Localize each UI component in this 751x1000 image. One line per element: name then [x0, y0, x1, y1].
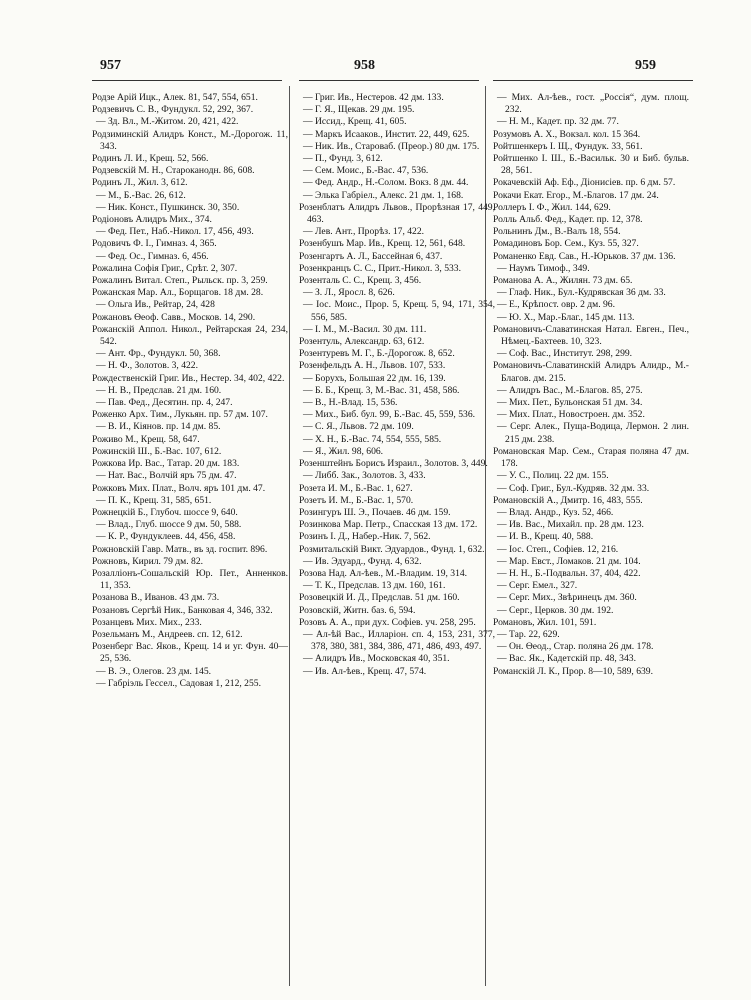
directory-entry: Рожанскiй Аппол. Никол., Рейтарская 24, 234, 542. — [92, 323, 288, 348]
header-rule-left — [92, 80, 282, 81]
directory-entry: Рожинскiй Ш., Б.-Вас. 107, 612. — [92, 445, 222, 457]
directory-entry: Рольнинъ Дм., В.-Валъ 18, 554. — [493, 226, 621, 238]
directory-entry: Романовскiй А., Дмитр. 16, 483, 555. — [493, 494, 643, 506]
directory-entry: Романовичъ-Славатинскiй Алидръ Алидр., М.-Благов. дм. 215. — [493, 360, 689, 384]
directory-entry: — Н. Н., Б.-Подвальн. 37, 404, 422. — [497, 567, 641, 579]
directory-entry: Розмитальскiй Викт. Эдуардов., Фунд. 1, 632. — [299, 543, 485, 555]
directory-entry: — Сем. Моис., Б.-Вас. 47, 536. — [303, 165, 429, 177]
directory-entry: — Глаф. Ник., Бул.-Кудрявская 36 дм. 33. — [497, 287, 666, 299]
directory-entry: Рожновъ, Кирил. 79 дм. 82. — [92, 555, 204, 567]
directory-entry: — Мих. Плат., Новостроен. дм. 352. — [497, 409, 645, 421]
directory-entry: Рожнецкiй Б., Глубоч. шоссе 9, 640. — [92, 506, 238, 518]
page-number-left: 957 — [100, 58, 121, 73]
directory-entry: — Ник. Конст., Пушкинск. 30, 350. — [96, 201, 240, 213]
directory-entry: Роженко Арх. Тим., Лукьян. пр. 57 дм. 107. — [92, 409, 268, 421]
directory-entry: Розентуревъ М. Г., Б.-Дорогож. 8, 652. — [299, 348, 455, 360]
page-number-right: 959 — [635, 58, 656, 73]
directory-entry: — Лев. Ант., Прорѣз. 17, 422. — [303, 226, 425, 238]
directory-entry: — С. Я., Львов. 72 дм. 109. — [303, 421, 414, 433]
directory-entry: — М., Б.-Вас. 26, 612. — [96, 189, 186, 201]
directory-entry: Розинкова Мар. Петр., Спасская 13 дм. 172. — [299, 519, 478, 531]
directory-entry: Розенблатъ Алидръ Львов., Прорѣзная 17, 449, 463. — [299, 201, 495, 226]
directory-entry: — Влад. Андр., Куз. 52, 466. — [497, 506, 614, 518]
directory-entry: Розенштейнъ Борисъ Израил., Золотов. 3, 449. — [299, 458, 488, 470]
directory-column-1 — [92, 92, 288, 690]
directory-entry: Розентуль, Александр. 63, 612. — [299, 336, 425, 348]
directory-entry: — Алидръ Ив., Московская 40, 351. — [303, 653, 450, 665]
directory-entry: — Ив. Эдуард., Фунд. 4, 632. — [303, 555, 422, 567]
directory-entry: Розанова В., Иванов. 43 дм. 73. — [92, 592, 220, 604]
directory-entry: Ролль Альб. Фед., Кадет. пр. 12, 378. — [493, 214, 643, 226]
directory-entry: Родинъ Л. И., Крещ. 52, 566. — [92, 153, 209, 165]
directory-entry: Ромадиновъ Бор. Сем., Куз. 55, 327. — [493, 238, 639, 250]
directory-entry: — В. Э., Олегов. 23 дм. 145. — [96, 665, 212, 677]
directory-entry: — И. В., Крещ. 40, 588. — [497, 531, 594, 543]
directory-entry: — Фед. Ос., Гимназ. 6, 456. — [96, 250, 209, 262]
directory-entry: — Серг. Алек., Пуща-Водица, Лермон. 2 лин. 215 дм. 238. — [497, 421, 689, 445]
directory-entry: Розаллiонъ-Сошальскiй Юр. Пет., Анненков. 11, 353. — [92, 567, 288, 592]
directory-entry: — Н. М., Кадет. пр. 32 дм. 77. — [497, 116, 619, 128]
directory-entry: — Мих., Биб. бул. 99, Б.-Вас. 45, 559, 536. — [303, 409, 476, 421]
directory-entry: Розановъ Сергѣй Ник., Банковая 4, 346, 332. — [92, 604, 273, 616]
directory-entry: Рокачевскiй Аф. Еф., Дiонисiев. пр. 6 дм. 57. — [493, 177, 676, 189]
directory-entry: Романскiй Л. К., Прор. 8—10, 589, 639. — [493, 665, 653, 677]
directory-entry: — Iос. Степ., Софiев. 12, 216. — [497, 543, 619, 555]
directory-entry: — Вас. Як., Кадетскiй пр. 48, 343. — [497, 653, 636, 665]
directory-entry: Родзе Арiй Ицк., Алек. 81, 547, 554, 651. — [92, 92, 258, 103]
directory-entry: — Н. Ф., Золотов. 3, 422. — [96, 360, 198, 372]
directory-entry: Родзевичъ С. В., Фундукл. 52, 292, 367. — [92, 104, 254, 116]
directory-entry: — Он. Ѳеод., Стар. полянa 26 дм. 178. — [497, 641, 654, 653]
directory-entry: Родзевскiй М. Н., Староканодн. 86, 608. — [92, 165, 255, 177]
directory-entry: — Григ. Ив., Нестеров. 42 дм. 133. — [303, 92, 444, 103]
directory-entry: Ройтшенкеръ I. Щ., Фундук. 33, 561. — [493, 140, 643, 152]
directory-entry: — Н. В., Предслав. 21 дм. 160. — [96, 384, 222, 396]
directory-entry: — Иссид., Крещ. 41, 605. — [303, 116, 407, 128]
directory-entry: Рожновскiй Гавр. Матв., въ зд. госпит. 896. — [92, 543, 268, 555]
directory-entry: Розета И. М., Б.-Вас. 1, 627. — [299, 482, 413, 494]
directory-entry: — Наумъ Тимоф., 349. — [497, 262, 590, 274]
directory-entry: Розингуръ Ш. Э., Почаев. 46 дм. 159. — [299, 506, 451, 518]
directory-column-3 — [493, 92, 689, 678]
directory-entry: Роллеръ I. Ф., Жил. 144, 629. — [493, 201, 611, 213]
directory-entry: — Мих. Пет., Бульонская 51 дм. 34. — [497, 397, 643, 409]
directory-entry: Романова А. А., Жилян. 73 дм. 65. — [493, 275, 633, 287]
directory-entry: — Мар. Евст., Ломаков. 21 дм. 104. — [497, 555, 641, 567]
directory-entry: — В., Н.-Влад. 15, 536. — [303, 397, 398, 409]
directory-entry: — Г. Я., Щекав. 29 дм. 195. — [303, 104, 415, 116]
directory-entry: Родовичъ Ф. I., Гимназ. 4, 365. — [92, 238, 217, 250]
directory-entry: Розенбушъ Мар. Ив., Крещ. 12, 561, 648. — [299, 238, 466, 250]
directory-entry: — Маркъ Исааков., Инстит. 22, 449, 625. — [303, 128, 470, 140]
directory-entry: — Я., Жил. 98, 606. — [303, 445, 384, 457]
directory-entry: — Мих. Ал-ѣев., гост. „Россiя“, дум. площ. 232. — [497, 92, 689, 116]
directory-entry: Романовъ, Жил. 101, 591. — [493, 616, 597, 628]
directory-entry: — Элька Габрiел., Алекс. 21 дм. 1, 168. — [303, 189, 464, 201]
directory-entry: Розетъ И. М., Б.-Вас. 1, 570. — [299, 494, 414, 506]
directory-entry: — Серг., Церков. 30 дм. 192. — [497, 604, 614, 616]
directory-entry: — Серг. Мих., Звѣринецъ дм. 360. — [497, 592, 637, 604]
directory-entry: Розовъ А. А., при дух. Софiев. уч. 258, 295. — [299, 616, 476, 628]
directory-entry: Роживо М., Крещ. 58, 647. — [92, 433, 200, 445]
directory-entry: — Iос. Моис., Прор. 5, Крещ. 5, 94, 171, 354, 556, 585. — [303, 299, 495, 323]
directory-entry: — Ив. Ал-ѣев., Крещ. 47, 574. — [303, 665, 427, 677]
directory-entry: Розенфельдъ А. Н., Львов. 107, 533. — [299, 360, 446, 372]
directory-entry: Розанцевъ Мих. Мих., 233. — [92, 616, 202, 628]
directory-entry: — В. И., Кiянов. пр. 14 дм. 85. — [96, 421, 221, 433]
directory-entry: — Пав. Фед., Десятин. пр. 4, 247. — [96, 397, 233, 409]
directory-entry: Романовская Мар. Сем., Старая полянa 47 дм. 178. — [493, 445, 689, 470]
directory-entry: — Соф. Григ., Бул.-Кудряв. 32 дм. 33. — [497, 482, 650, 494]
directory-entry: — Габрiэль Гессел., Садовая 1, 212, 255. — [96, 677, 261, 689]
directory-entry: — Нат. Вас., Волчiй яръ 75 дм. 47. — [96, 470, 237, 482]
directory-entry: Романовичъ-Славатинская Натал. Евген., Печ., Нѣмец.-Бахтеев. 10, 323. — [493, 323, 689, 348]
directory-entry: — Ю. Х., Мар.-Благ., 145 дм. 113. — [497, 311, 635, 323]
directory-entry: — К. Р., Фундуклеев. 44, 456, 458. — [96, 531, 236, 543]
directory-entry: — Фед. Андр., Н.-Солом. Вокз. 8 дм. 44. — [303, 177, 469, 189]
column-divider-left — [289, 86, 290, 986]
directory-entry: Рождественскiй Григ. Ив., Нестер. 34, 402, 422. — [92, 372, 285, 384]
directory-entry: Родзиминскiй Алидръ Конст., М.-Дорогож. 11, 343. — [92, 128, 288, 152]
directory-entry: Розенгартъ А. Л., Бассейная 6, 437. — [299, 250, 443, 262]
directory-entry: — Ник. Ив., Староваб. (Преор.) 80 дм. 175. — [303, 140, 480, 152]
directory-entry: — Х. Н., Б.-Вас. 74, 554, 555, 585. — [303, 433, 442, 445]
page-number-center: 958 — [354, 58, 375, 73]
directory-entry: — Зд. Вл., М.-Житом. 20, 421, 422. — [96, 116, 239, 128]
directory-entry: — У. С., Полиц. 22 дм. 155. — [497, 470, 609, 482]
directory-entry: Розинъ I. Д., Набер.-Ник. 7, 562. — [299, 531, 431, 543]
directory-column-2 — [299, 92, 495, 678]
directory-entry: — Ив. Вас., Михайл. пр. 28 дм. 123. — [497, 519, 644, 531]
directory-entry: — Е., Крѣпост. овр. 2 дм. 96. — [497, 299, 616, 311]
directory-entry: Рожкова Ир. Вас., Татар. 20 дм. 183. — [92, 458, 240, 470]
directory-entry: Родiоновъ Алидръ Мих., 374. — [92, 214, 212, 226]
directory-entry: Розенкранцъ С. С., Прит.-Никол. 3, 533. — [299, 262, 462, 274]
directory-entry: — Т. К., Предслав. 13 дм. 160, 161. — [303, 580, 446, 592]
header-rule-center — [299, 80, 479, 81]
header-rule-right — [493, 80, 693, 81]
directory-entry: — Соф. Вас., Институт. 298, 299. — [497, 348, 633, 360]
directory-entry: Розенталь С. С., Крещ. 3, 456. — [299, 275, 422, 287]
directory-entry: Ройтшенко I. Ш., Б.-Васильк. 30 и Биб. бульв. 28, 561. — [493, 153, 689, 177]
directory-entry: — Серг. Емел., 327. — [497, 580, 578, 592]
directory-entry: Рокачи Екат. Егор., М.-Благов. 17 дм. 24. — [493, 189, 659, 201]
directory-entry: Рожанская Мар. Ал., Борщагов. 18 дм. 28. — [92, 287, 264, 299]
directory-entry: — Влад., Глуб. шоссе 9 дм. 50, 588. — [96, 519, 242, 531]
directory-entry: — Б. Б., Крещ. 3, М.-Вас. 31, 458, 586. — [303, 384, 460, 396]
directory-entry: Розумовъ А. Х., Вокзал. кол. 15 364. — [493, 128, 641, 140]
directory-entry: — З. Л., Яросл. 8, 626. — [303, 287, 395, 299]
directory-entry: — Ольга Ив., Рейтар, 24, 428 — [96, 299, 215, 311]
directory-entry: — Либб. Зак., Золотов. 3, 433. — [303, 470, 426, 482]
directory-entry: Розовецкiй И. Д., Предслав. 51 дм. 160. — [299, 592, 460, 604]
directory-entry: — Борухъ, Большая 22 дм. 16, 139. — [303, 372, 446, 384]
directory-entry: — Фед. Пет., Наб.-Никол. 17, 456, 493. — [96, 226, 254, 238]
directory-entry: Рожановъ Ѳеоф. Савв., Москов. 14, 290. — [92, 311, 256, 323]
directory-entry: Рожалинъ Витал. Степ., Рыльск. пр. 3, 259. — [92, 275, 268, 287]
directory-entry: Романенко Евд. Сав., Н.-Юрьков. 37 дм. 136. — [493, 250, 676, 262]
directory-entry: — Тар. 22, 629. — [497, 628, 560, 640]
directory-entry: Рожалина Софiя Григ., Срѣт. 2, 307. — [92, 262, 238, 274]
directory-entry: — I. М., М.-Васил. 30 дм. 111. — [303, 323, 427, 335]
directory-entry: — Алидръ Вас., М.-Благов. 85, 275. — [497, 384, 643, 396]
directory-entry: Розова Над. Ал-ѣев., М.-Владим. 19, 314. — [299, 567, 468, 579]
directory-entry: Розенберг Вас. Яков., Крещ. 14 и уг. Фун. 40—25, 536. — [92, 641, 288, 665]
directory-entry: Родинъ Л., Жил. 3, 612. — [92, 177, 188, 189]
directory-entry: Розельманъ М., Андреев. сп. 12, 612. — [92, 628, 243, 640]
directory-entry: — Ант. Фр., Фундукл. 50, 368. — [96, 348, 221, 360]
directory-entry: — П. К., Крещ. 31, 585, 651. — [96, 494, 212, 506]
directory-entry: Рожковъ Мих. Плат., Волч. яръ 101 дм. 47. — [92, 482, 266, 494]
directory-entry: — П., Фунд. 3, 612. — [303, 153, 383, 165]
directory-entry: — Ал-ѣй Вас., Илларiон. сп. 4, 153, 231, 377, 378, 380, 381, 384, 386, 471, 486, 493, 497. — [303, 628, 495, 653]
directory-entry: Розовскiй, Житн. баз. 6, 594. — [299, 604, 416, 616]
